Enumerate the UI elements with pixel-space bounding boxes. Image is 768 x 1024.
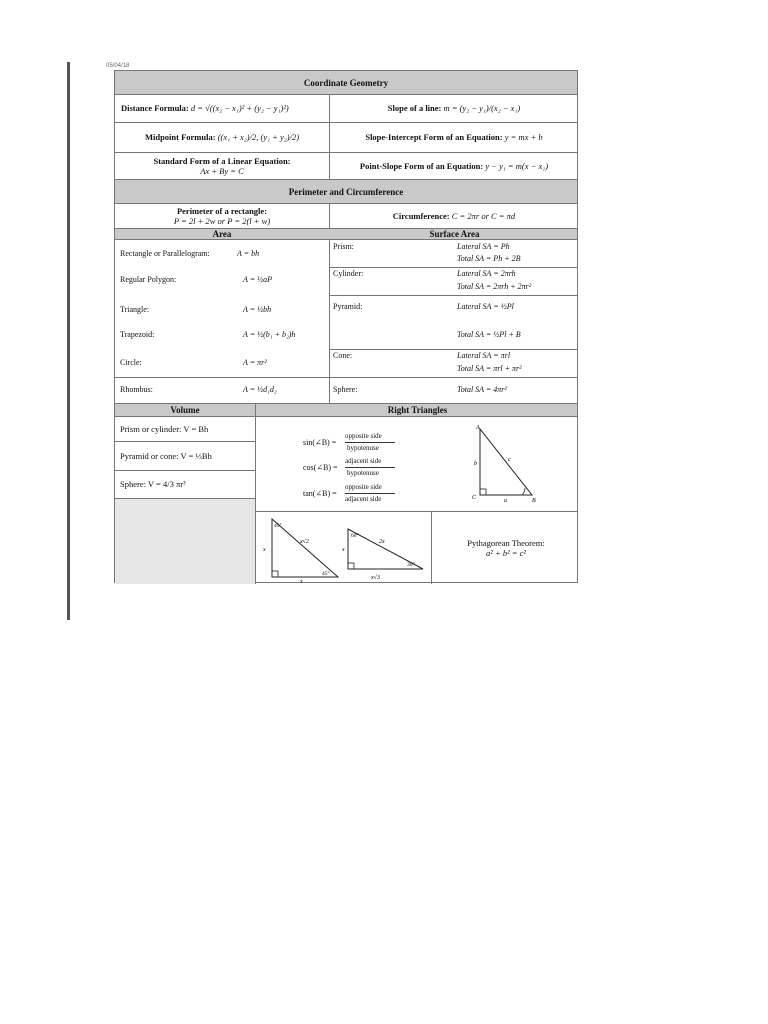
slope-intercept-formula: Slope-Intercept Form of an Equation: y = mx + b [365,132,543,142]
point-slope-formula: Point-Slope Form of an Equation: y − y₁ = m(x − x₁) [359,161,549,171]
area-label-polygon: Regular Polygon: [120,275,177,284]
sa-lateral-cylinder: Lateral SA = 2πrh [457,269,516,278]
area-formula-rhombus: A = ½d₁d₂ [243,385,277,394]
cos-denominator: hypotenuse [347,469,379,477]
sa-label-cylinder: Cylinder: [333,269,364,278]
t30-leg-side: x [342,547,345,553]
area-label-triangle: Triangle: [120,305,150,314]
formula-sheet [114,70,578,583]
area-label-rectangle: Rectangle or Parallelogram: [120,249,210,258]
rectangle-perimeter: Perimeter of a rectangle: P = 2l + 2w or P = 2(l + w) [173,206,271,226]
volume-sphere: Sphere: V = 4/3 πr³ [120,479,186,489]
sa-lateral-pyramid: Lateral SA = ½Pl [457,302,514,311]
cos-numerator: adjacent side [345,457,382,465]
cos-label: cos(∠B) = [303,463,338,472]
pythagorean-theorem: Pythagorean Theorem: a² + b² = c² [467,538,545,558]
area-label-circle: Circle: [120,358,142,367]
area-formula-trapezoid: A = ½(b₁ + b₂)h [243,330,296,339]
t45-angle-top: 45° [274,523,282,529]
sa-total-cone: Total SA = πrl + πr² [457,364,522,373]
area-label-rhombus: Rhombus: [120,385,153,394]
sa-label-cone: Cone: [333,351,353,360]
t45-angle-bottom: 45° [322,571,330,577]
sa-label-prism: Prism: [333,242,354,251]
vertex-c: C [472,495,477,501]
sa-label-sphere: Sphere: [333,385,358,394]
side-b: b [474,461,477,467]
area-formula-triangle: A = ½bh [243,305,272,314]
side-a: a [504,498,507,504]
triangle-30-60-90 [343,523,427,583]
sa-label-pyramid: Pyramid: [333,302,363,311]
side-c: c [508,457,511,463]
tan-numerator: opposite side [345,483,382,491]
slope-formula: Slope of a line: m = (y₂ − y₁)/(x₂ − x₁) [387,103,521,113]
midpoint-formula: Midpoint Formula: ((x₁ + x₂)/2, (y₁ + y₂)/2) [144,132,300,142]
circumference-formula: Circumference: C = 2πr or C = πd [392,211,516,221]
sin-numerator: opposite side [345,432,382,440]
sa-total-prism: Total SA = Ph + 2B [457,254,521,263]
coordinate-geometry-header: Coordinate Geometry [115,71,577,94]
t45-hyp: x√2 [300,539,309,545]
t30-hyp: 2x [379,539,385,545]
t30-leg-bottom: x√3 [371,575,380,581]
t30-angle-top: 60° [351,533,359,539]
empty-shaded-cell [115,499,255,584]
area-formula-circle: A = πr² [243,358,267,367]
date-stamp: 05/04/18 [106,63,130,69]
volume-prism: Prism or cylinder: V = Bh [120,424,209,434]
volume-header: Volume [170,405,200,415]
sin-label: sin(∠B) = [303,438,337,447]
vertex-a: A [476,425,480,431]
perimeter-header: Perimeter and Circumference [115,180,577,203]
sa-total-sphere: Total SA = 4πr² [457,385,507,394]
standard-form-formula: Standard Form of a Linear Equation: Ax + By = C [153,156,291,176]
area-label-trapezoid: Trapezoid: [120,330,155,339]
tan-denominator: adjacent side [345,495,382,503]
sa-lateral-prism: Lateral SA = Ph [457,242,510,251]
triangle-45-45-90 [260,513,342,583]
area-formula-rectangle: A = bh [237,249,260,258]
sa-total-cylinder: Total SA = 2πrh + 2πr² [457,282,532,291]
t30-angle-right: 30° [407,562,415,568]
surface-area-header: Surface Area [429,229,480,239]
area-header: Area [212,229,232,239]
sin-denominator: hypotenuse [347,444,379,452]
left-margin-bar [67,62,70,620]
sa-lateral-cone: Lateral SA = πrl [457,351,511,360]
distance-formula: Distance Formula: d = √((x₂ − x₁)² + (y₂ − y₁)²) [121,103,289,113]
t45-leg-side: x [263,547,266,553]
right-triangles-header: Right Triangles [387,405,448,415]
sa-total-pyramid: Total SA = ½Pl + B [457,330,521,339]
vertex-b: B [532,498,536,504]
volume-pyramid: Pyramid or cone: V = ⅓Bh [120,451,212,461]
t45-leg-bottom: x [300,579,303,585]
right-triangle-abc [470,423,540,503]
tan-label: tan(∠B) = [303,489,337,498]
area-formula-polygon: A = ½aP [243,275,273,284]
